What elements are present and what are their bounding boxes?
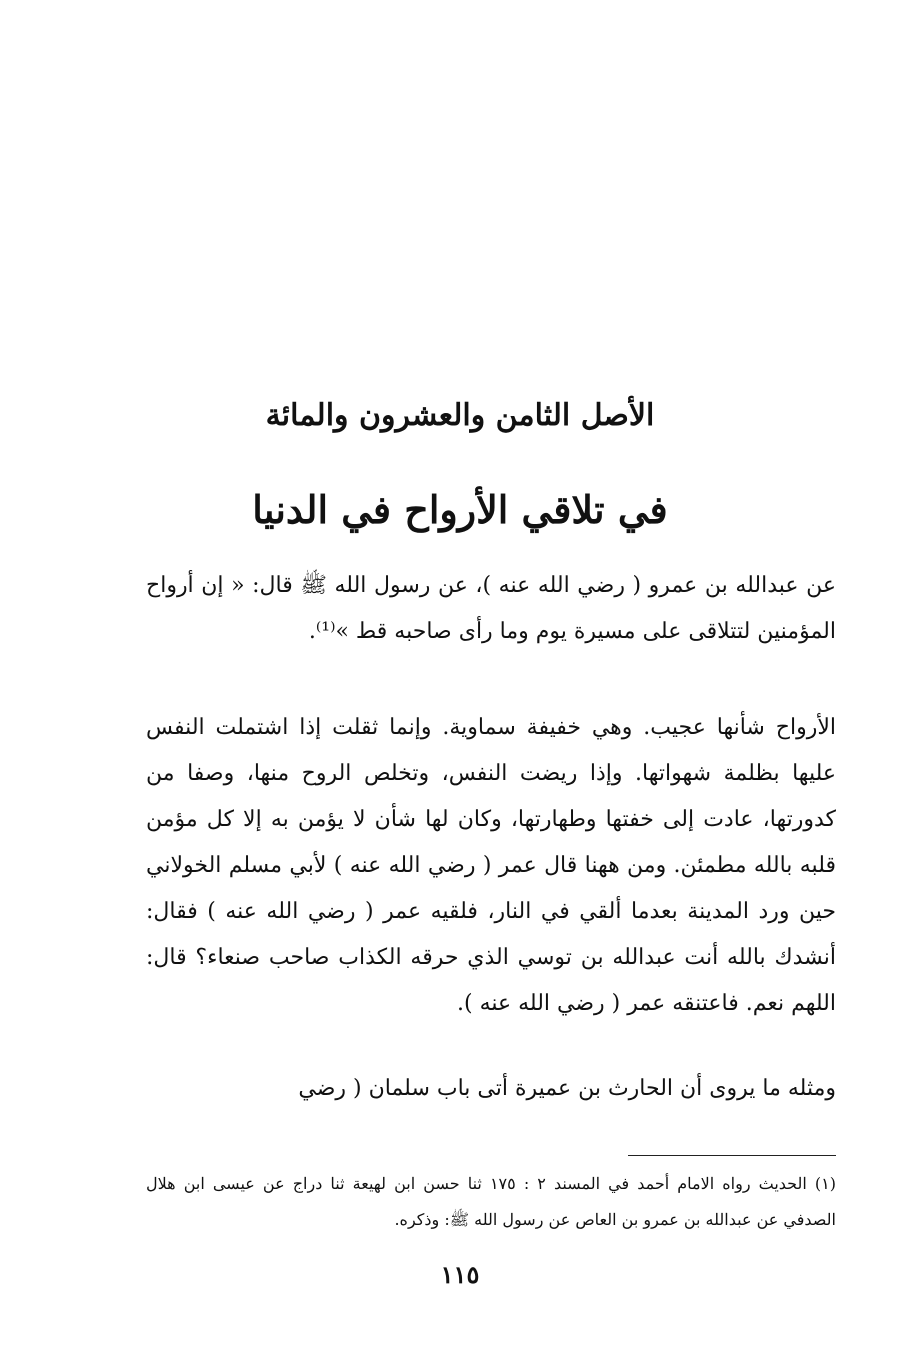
footnote: (١) الحديث رواه الامام أحمد في المسند ٢ : ١٧٥ ثنا حسن ابن لهيعة ثنا دراج عن عيسى ابن هلال الصدفي عن عبدالله بن عمرو بن العاص عن رسول الله ﷺ: وذكره.: [146, 1174, 837, 1229]
footnote-divider: [628, 1155, 836, 1156]
commentary-paragraph: الأرواح شأنها عجيب. وهي خفيفة سماوية. وإنما ثقلت إذا اشتملت النفس عليها بظلمة شهواتها. وإذا ريضت النفس، وتخلص الروح منها، وصفا من كدورتها، عادت إلى خفتها وطهارتها، وكان لها شأن لا يؤمن به إلا كل مؤمن قلبه بالله مطمئن. ومن ههنا قال عمر ( رضي الله عنه ) لأبي مسلم الخولاني حين ورد المدينة بعدما ألقي في النار، فلقيه عمر ( رضي الله عنه ) فقال: أنشدك بالله أنت عبدالله بن توسي الذي حرقه الكذاب صاحب صنعاء؟ قال: اللهم نعم. فاعتنقه عمر ( رضي الله عنه ).: [146, 715, 836, 1016]
chapter-subtitle: في تلاقي الأرواح في الدنيا: [252, 487, 668, 532]
continuation-paragraph: ومثله ما يروى أن الحارث بن عميرة أتى باب سلمان ( رضي: [298, 1076, 836, 1101]
page-number: ١١٥: [440, 1260, 480, 1289]
hadith-paragraph: عن عبدالله بن عمرو ( رضي الله عنه )، عن رسول الله ﷺ قال: « إن أرواح المؤمنين لتتلاقى على مسيرة يوم وما رأى صاحبه قط »⁽¹⁾.: [146, 573, 836, 644]
chapter-title: الأصل الثامن والعشرون والمائة: [265, 398, 655, 433]
